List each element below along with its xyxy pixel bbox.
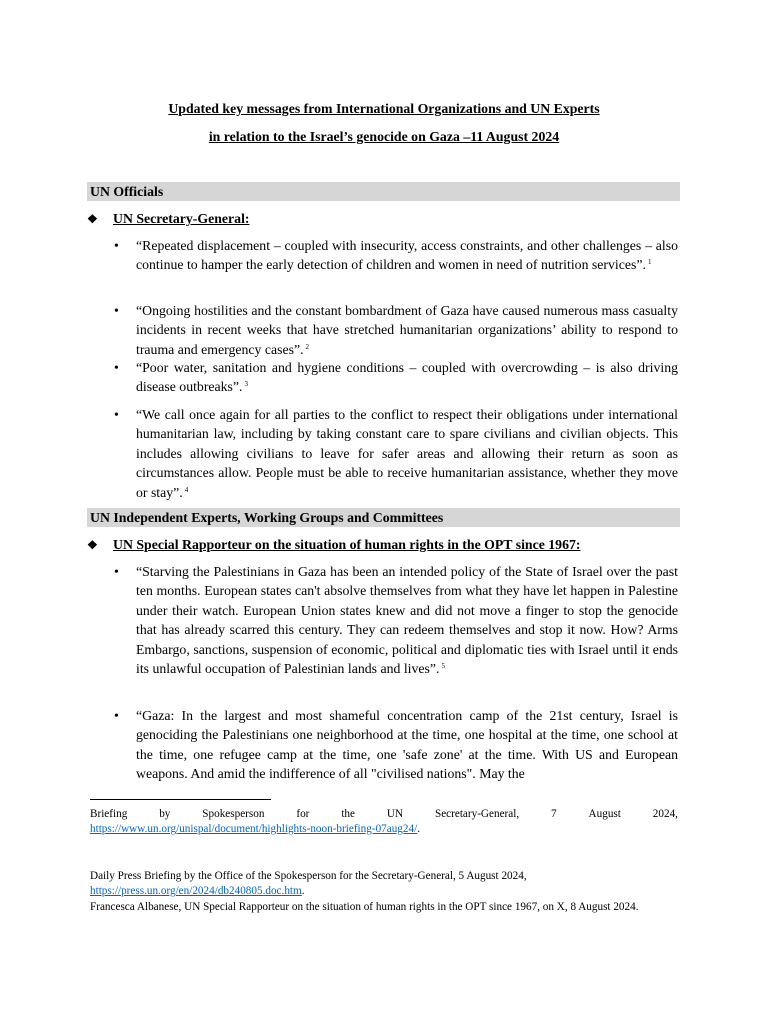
footnote-ref: 2 (305, 342, 310, 351)
bullet-item (136, 562, 678, 678)
bullet-text: “Poor water, sanitation and hygiene conditions – coupled with overcrowding – is also driving disease outbreaks”. (136, 360, 678, 395)
bullet-item (136, 358, 678, 397)
footnote-separator (90, 799, 271, 800)
subsection-special-rapporteur (87, 535, 580, 555)
bullet-text: “Gaza: In the largest and most shameful concentration camp of the 21st century, Israel is genociding the Palestinians one neighborhood at the time, one hospital at the time, one school at the time, one refugee camp at the time, one 'safe zone' at the time. With US and European weapons. And amid the indifference of all "civilised nations". May the (136, 708, 678, 782)
bullet-item (136, 301, 678, 359)
subsection-secretary-general (87, 209, 250, 229)
bullet-text: “Repeated displacement – coupled with insecurity, access constraints, and other challenges – also continue to hamper the early detection of children and women in need of nutrition services”. (136, 238, 678, 273)
footnote-ref: 1 (647, 258, 652, 267)
document-title-line-1: Updated key messages from International Organizations and UN Experts (168, 101, 600, 116)
section-header-un-officials: UN Officials (87, 182, 680, 201)
footnote-3: Francesca Albanese, UN Special Rapporteur on the situation of human rights in the OPT since 1967, on X, 8 August 2024. (90, 901, 639, 913)
bullet-item (136, 706, 678, 784)
footnote-1-link[interactable]: https://www.un.org/unispal/document/highlights-noon-briefing-07aug24/ (90, 823, 418, 835)
section-header-independent-experts: UN Independent Experts, Working Groups and Committees (87, 508, 680, 527)
footnote-1: Briefing by Spokesperson for the UN Secretary-General, 7 August 2024, https://www.un.org/unispal/document/highlights-noon-briefing-07aug24/. (90, 808, 678, 835)
diamond-bullet-icon: ❖ (87, 212, 98, 226)
document-title-line-2: in relation to the Israel’s genocide on Gaza –11 August 2024 (208, 129, 560, 144)
bullet-text: “Ongoing hostilities and the constant bombardment of Gaza have caused numerous mass casualty incidents in recent weeks that have stretched humanitarian organizations’ ability to respond to trauma and emergency cases”. (136, 303, 678, 357)
diamond-bullet-icon: ❖ (87, 538, 98, 552)
subsection-label: UN Secretary-General: (113, 211, 250, 226)
bullet-item (136, 405, 678, 502)
footnote-ref: 3 (244, 380, 249, 389)
bullet-item (136, 236, 678, 275)
footnote-2: Daily Press Briefing by the Office of the Spokesperson for the Secretary-General, 5 August 2024, https://press.un.org/en/2024/db240805.doc.htm. (90, 870, 527, 897)
bullet-text: “Starving the Palestinians in Gaza has been an intended policy of the State of Israel over the past ten months. European states can't absolve themselves from what they have let happen in Palestine under their watch. European Union states knew and did not move a finger to stop the genocide that has already scarred this century. They can redeem themselves and stop it now. How? Arms Embargo, sanctions, suspension of economic, political and diplomatic ties with Israel until it ends its unlawful occupation of Palestinian lands and lives”. (136, 564, 678, 677)
footnote-1-line: Briefing by Spokesperson for the UN Secretary-General, 7 August 2024, (90, 808, 678, 820)
footnote-ref: 5 (441, 662, 445, 671)
footnote-ref: 4 (184, 485, 189, 494)
subsection-label: UN Special Rapporteur on the situation of human rights in the OPT since 1967: (113, 537, 581, 552)
footnote-2-link[interactable]: https://press.un.org/en/2024/db240805.doc.htm (90, 885, 302, 897)
bullet-text: “We call once again for all parties to the conflict to respect their obligations under international humanitarian law, including by taking constant care to spare civilians and civilian objects. This includes allowing civilians to leave for safer areas and allowing their return as soon as circumstances allow. People must be able to receive humanitarian assistance, whether they move or stay”. (136, 407, 678, 500)
